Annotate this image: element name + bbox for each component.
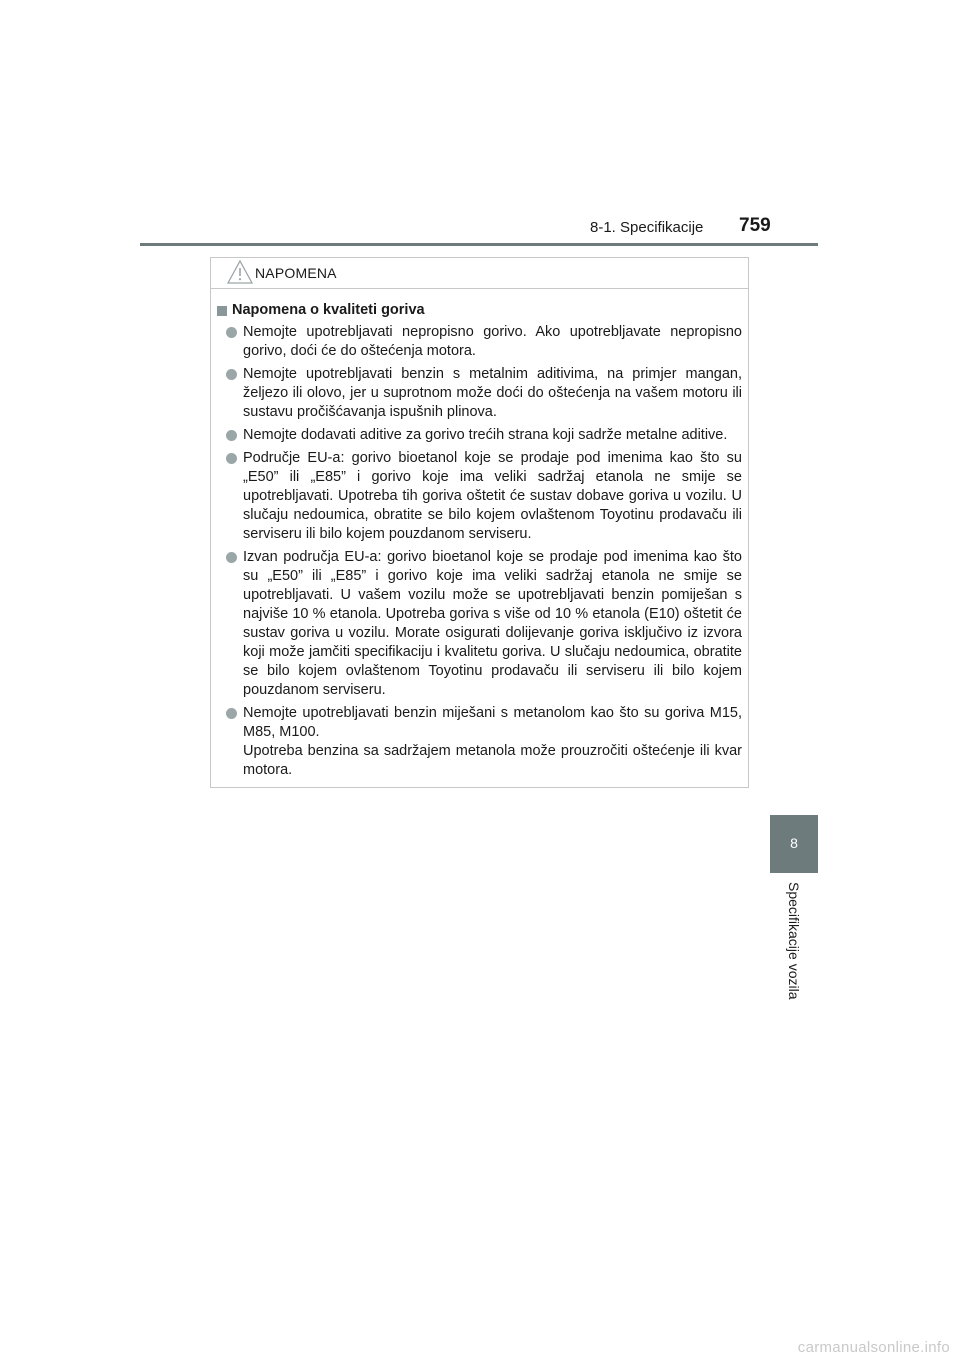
note-body (211, 289, 748, 780)
chapter-tab (770, 815, 818, 873)
list-item-text: Nemojte upotrebljavati nepropisno gorivo. Ako upotrebljavate nepropisno gorivo, doći će do oštećenja motora. (243, 324, 742, 359)
list-item-text: Izvan područja EU-a: gorivo bioetanol koje se prodaje pod imenima kao što su „E50” ili „E85” i gorivo koje ima veliki sadržaj etanola ne smije se upotrebljavati. U vašem vozilu može se upotrebljavati benzin pomiješan s najviše 10 % etanola. Upotreba goriva s više od 10 % etanola (E10) oštetit će sustav goriva u vozilu. Morate osigurati dolijevanje goriva isključivo iz izvora koji može jamčiti specifikaciju i kvalitetu goriva. U slučaju nedoumica, obratite se bilo kojem ovlaštenom Toyotinu prodavaču ili serviseru ili bilo kojem pouzdanom serviseru. (243, 549, 742, 698)
list-item (217, 426, 742, 445)
circle-bullet-icon (226, 369, 237, 380)
note-list (217, 323, 742, 780)
page-number: 759 (739, 215, 771, 236)
chapter-tab-number: 8 (790, 835, 798, 851)
watermark: carmanualsonline.info (797, 1339, 950, 1356)
list-item-text: Nemojte dodavati aditive za gorivo trećih strana koji sadrže metalne aditive. (243, 427, 728, 443)
circle-bullet-icon (226, 453, 237, 464)
list-item-text: Područje EU-a: gorivo bioetanol koje se prodaje pod imenima kao što su „E50” ili „E85” i gorivo koje ima veliki sadržaj etanola ne smije se upotrebljavati. Upotreba tih goriva oštetit će sustav dobave goriva u vozilu. U slučaju nedoumica, obratite se bilo kojem ovlaštenom Toyotinu prodavaču ili serviseru ili bilo kojem pouzdanom serviseru. (243, 450, 742, 542)
list-item (217, 548, 742, 700)
list-item (217, 704, 742, 780)
list-item (217, 449, 742, 544)
note-box (210, 257, 749, 788)
circle-bullet-icon (226, 708, 237, 719)
note-title: NAPOMENA (255, 265, 337, 281)
list-item-text: Nemojte upotrebljavati benzin s metalnim aditivima, na primjer mangan, željezo ili olovo, jer u suprotnom može doći do oštećenja na vašem motoru ili sustavu pročišćavanja ispušnih plinova. (243, 366, 742, 420)
list-item (217, 323, 742, 361)
circle-bullet-icon (226, 430, 237, 441)
circle-bullet-icon (226, 552, 237, 563)
header-section: 8-1. Specifikacije (590, 219, 704, 236)
note-header (211, 258, 748, 289)
list-item (217, 365, 742, 422)
square-bullet-icon (217, 306, 227, 316)
circle-bullet-icon (226, 327, 237, 338)
chapter-side-label: Specifikacije vozila (786, 882, 802, 1000)
warning-triangle-icon (227, 260, 253, 284)
section-title (217, 301, 742, 320)
list-item-text: Nemojte upotrebljavati benzin miješani s metanolom kao što su goriva M15, M85, M100. Upotreba benzina sa sadržajem metanola može prouzročiti oštećenje ili kvar motora. (243, 705, 742, 778)
header-rule (140, 243, 818, 246)
section-title-text: Napomena o kvaliteti goriva (232, 302, 425, 318)
